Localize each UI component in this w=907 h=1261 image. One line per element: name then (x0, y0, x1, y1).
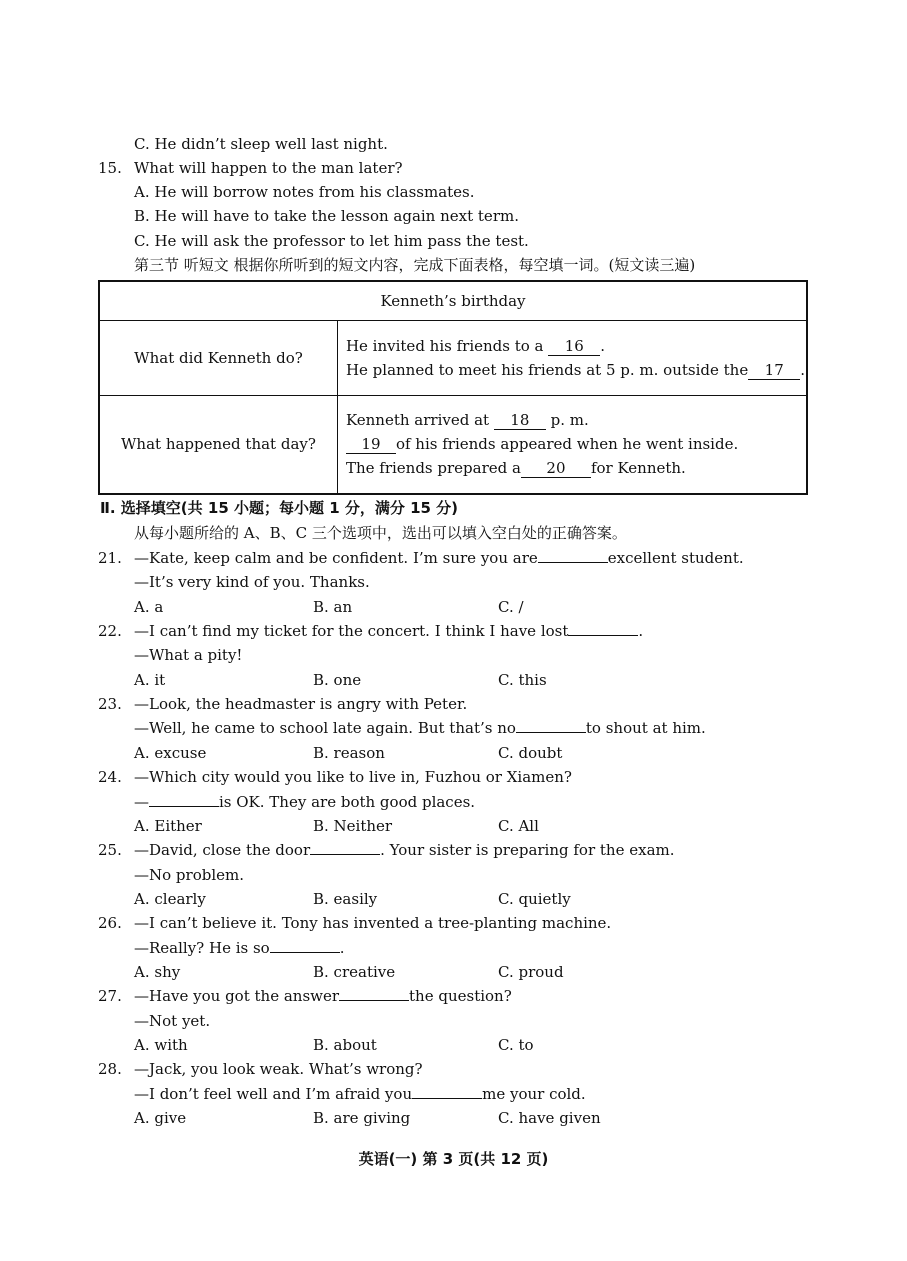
blank-16[interactable]: 16 (548, 338, 600, 356)
q21-number: 21. (98, 549, 122, 567)
q25-line1: —David, close the door . Your sister is preparing for the exam. (134, 841, 675, 859)
q23-option-c[interactable]: C. doubt (498, 744, 563, 762)
row2-answer: Kenneth arrived at 18 p. m. 19 of his friends appeared when he went inside. The friends prepared a 20 for Kenneth. (337, 396, 807, 494)
row1-question: What did Kenneth do? (99, 321, 337, 396)
q25-option-b[interactable]: B. easily (313, 890, 378, 908)
q25-option-a[interactable]: A. clearly (134, 890, 206, 908)
q26-line2: —Really? He is so . (134, 939, 345, 957)
q28-option-b[interactable]: B. are giving (313, 1109, 411, 1127)
q25-number: 25. (98, 841, 122, 859)
q24-option-c[interactable]: C. All (498, 817, 539, 835)
q23-line1: —Look, the headmaster is angry with Peter. (134, 695, 468, 713)
q22-option-a[interactable]: A. it (134, 671, 166, 689)
row2-question: What happened that day? (99, 396, 337, 494)
q22-option-b[interactable]: B. one (313, 671, 362, 689)
q27-line1: —Have you got the answer the question? (134, 987, 512, 1005)
q25-blank[interactable] (310, 854, 380, 855)
kenneth-table (98, 280, 808, 495)
q21-option-a[interactable]: A. a (134, 598, 164, 616)
q22-number: 22. (98, 622, 122, 640)
q22-line1: —I can’t find my ticket for the concert. I think I have lost . (134, 622, 644, 640)
q25-option-c[interactable]: C. quietly (498, 890, 571, 908)
q23-line2: —Well, he came to school late again. But that’s no to shout at him. (134, 719, 706, 737)
q15-option-c: C. He will ask the professor to let him pass the test. (134, 232, 529, 250)
q25-line2: —No problem. (134, 866, 244, 884)
q24-option-b[interactable]: B. Neither (313, 817, 393, 835)
q22-option-c[interactable]: C. this (498, 671, 547, 689)
q22-line2: —What a pity! (134, 646, 243, 664)
q21-blank[interactable] (538, 562, 608, 563)
q27-option-a[interactable]: A. with (134, 1036, 188, 1054)
section3-heading: 第三节 听短文 根据你所听到的短文内容，完成下面表格，每空填一词。(短文读三遍) (134, 256, 696, 274)
row1-answer: He invited his friends to a 16 . He planned to meet his friends at 5 p. m. outside the 17 . (337, 321, 807, 396)
q28-number: 28. (98, 1060, 122, 1078)
q27-number: 27. (98, 987, 122, 1005)
q15-option-b: B. He will have to take the lesson again next term. (134, 207, 519, 225)
q15-stem: What will happen to the man later? (134, 159, 403, 177)
q15-number: 15. (98, 159, 122, 177)
blank-17[interactable]: 17 (748, 362, 800, 380)
q23-number: 23. (98, 695, 122, 713)
blank-18[interactable]: 18 (494, 412, 546, 430)
q27-blank[interactable] (339, 1000, 409, 1001)
q15-option-a: A. He will borrow notes from his classmates. (134, 183, 475, 201)
q28-option-a[interactable]: A. give (134, 1109, 187, 1127)
q26-line1: —I can’t believe it. Tony has invented a tree-planting machine. (134, 914, 612, 932)
q22-blank[interactable] (568, 635, 638, 636)
blank-19[interactable]: 19 (346, 436, 396, 454)
q21-line1: —Kate, keep calm and be confident. I’m sure you are excellent student. (134, 549, 744, 567)
q27-option-b[interactable]: B. about (313, 1036, 377, 1054)
blank-20[interactable]: 20 (521, 460, 591, 478)
q26-blank[interactable] (270, 952, 340, 953)
q27-option-c[interactable]: C. to (498, 1036, 534, 1054)
q24-blank[interactable] (149, 806, 219, 807)
q28-line2: —I don’t feel well and I’m afraid you me your cold. (134, 1085, 586, 1103)
part2-instruction: 从每小题所给的 A、B、C 三个选项中，选出可以填入空白处的正确答案。 (134, 524, 627, 542)
q26-option-b[interactable]: B. creative (313, 963, 396, 981)
q28-blank[interactable] (412, 1098, 482, 1099)
q24-line1: —Which city would you like to live in, Fuzhou or Xiamen? (134, 768, 572, 786)
q26-option-a[interactable]: A. shy (134, 963, 181, 981)
q26-option-c[interactable]: C. proud (498, 963, 564, 981)
q14-option-c: C. He didn’t sleep well last night. (134, 135, 388, 153)
q23-option-b[interactable]: B. reason (313, 744, 385, 762)
q23-blank[interactable] (516, 732, 586, 733)
q21-option-c[interactable]: C. / (498, 598, 524, 616)
q27-line2: —Not yet. (134, 1012, 211, 1030)
q21-option-b[interactable]: B. an (313, 598, 353, 616)
q28-option-c[interactable]: C. have given (498, 1109, 601, 1127)
q26-number: 26. (98, 914, 122, 932)
q24-line2: — is OK. They are both good places. (134, 793, 476, 811)
page-footer: 英语(一) 第 3 页(共 12 页) (358, 1150, 549, 1168)
q28-line1: —Jack, you look weak. What’s wrong? (134, 1060, 423, 1078)
q24-option-a[interactable]: A. Either (134, 817, 202, 835)
q21-line2: —It’s very kind of you. Thanks. (134, 573, 370, 591)
q24-number: 24. (98, 768, 122, 786)
table-title: Kenneth’s birthday (99, 281, 807, 321)
part2-title: Ⅱ. 选择填空(共 15 小题；每小题 1 分，满分 15 分) (100, 499, 459, 517)
q23-option-a[interactable]: A. excuse (134, 744, 207, 762)
